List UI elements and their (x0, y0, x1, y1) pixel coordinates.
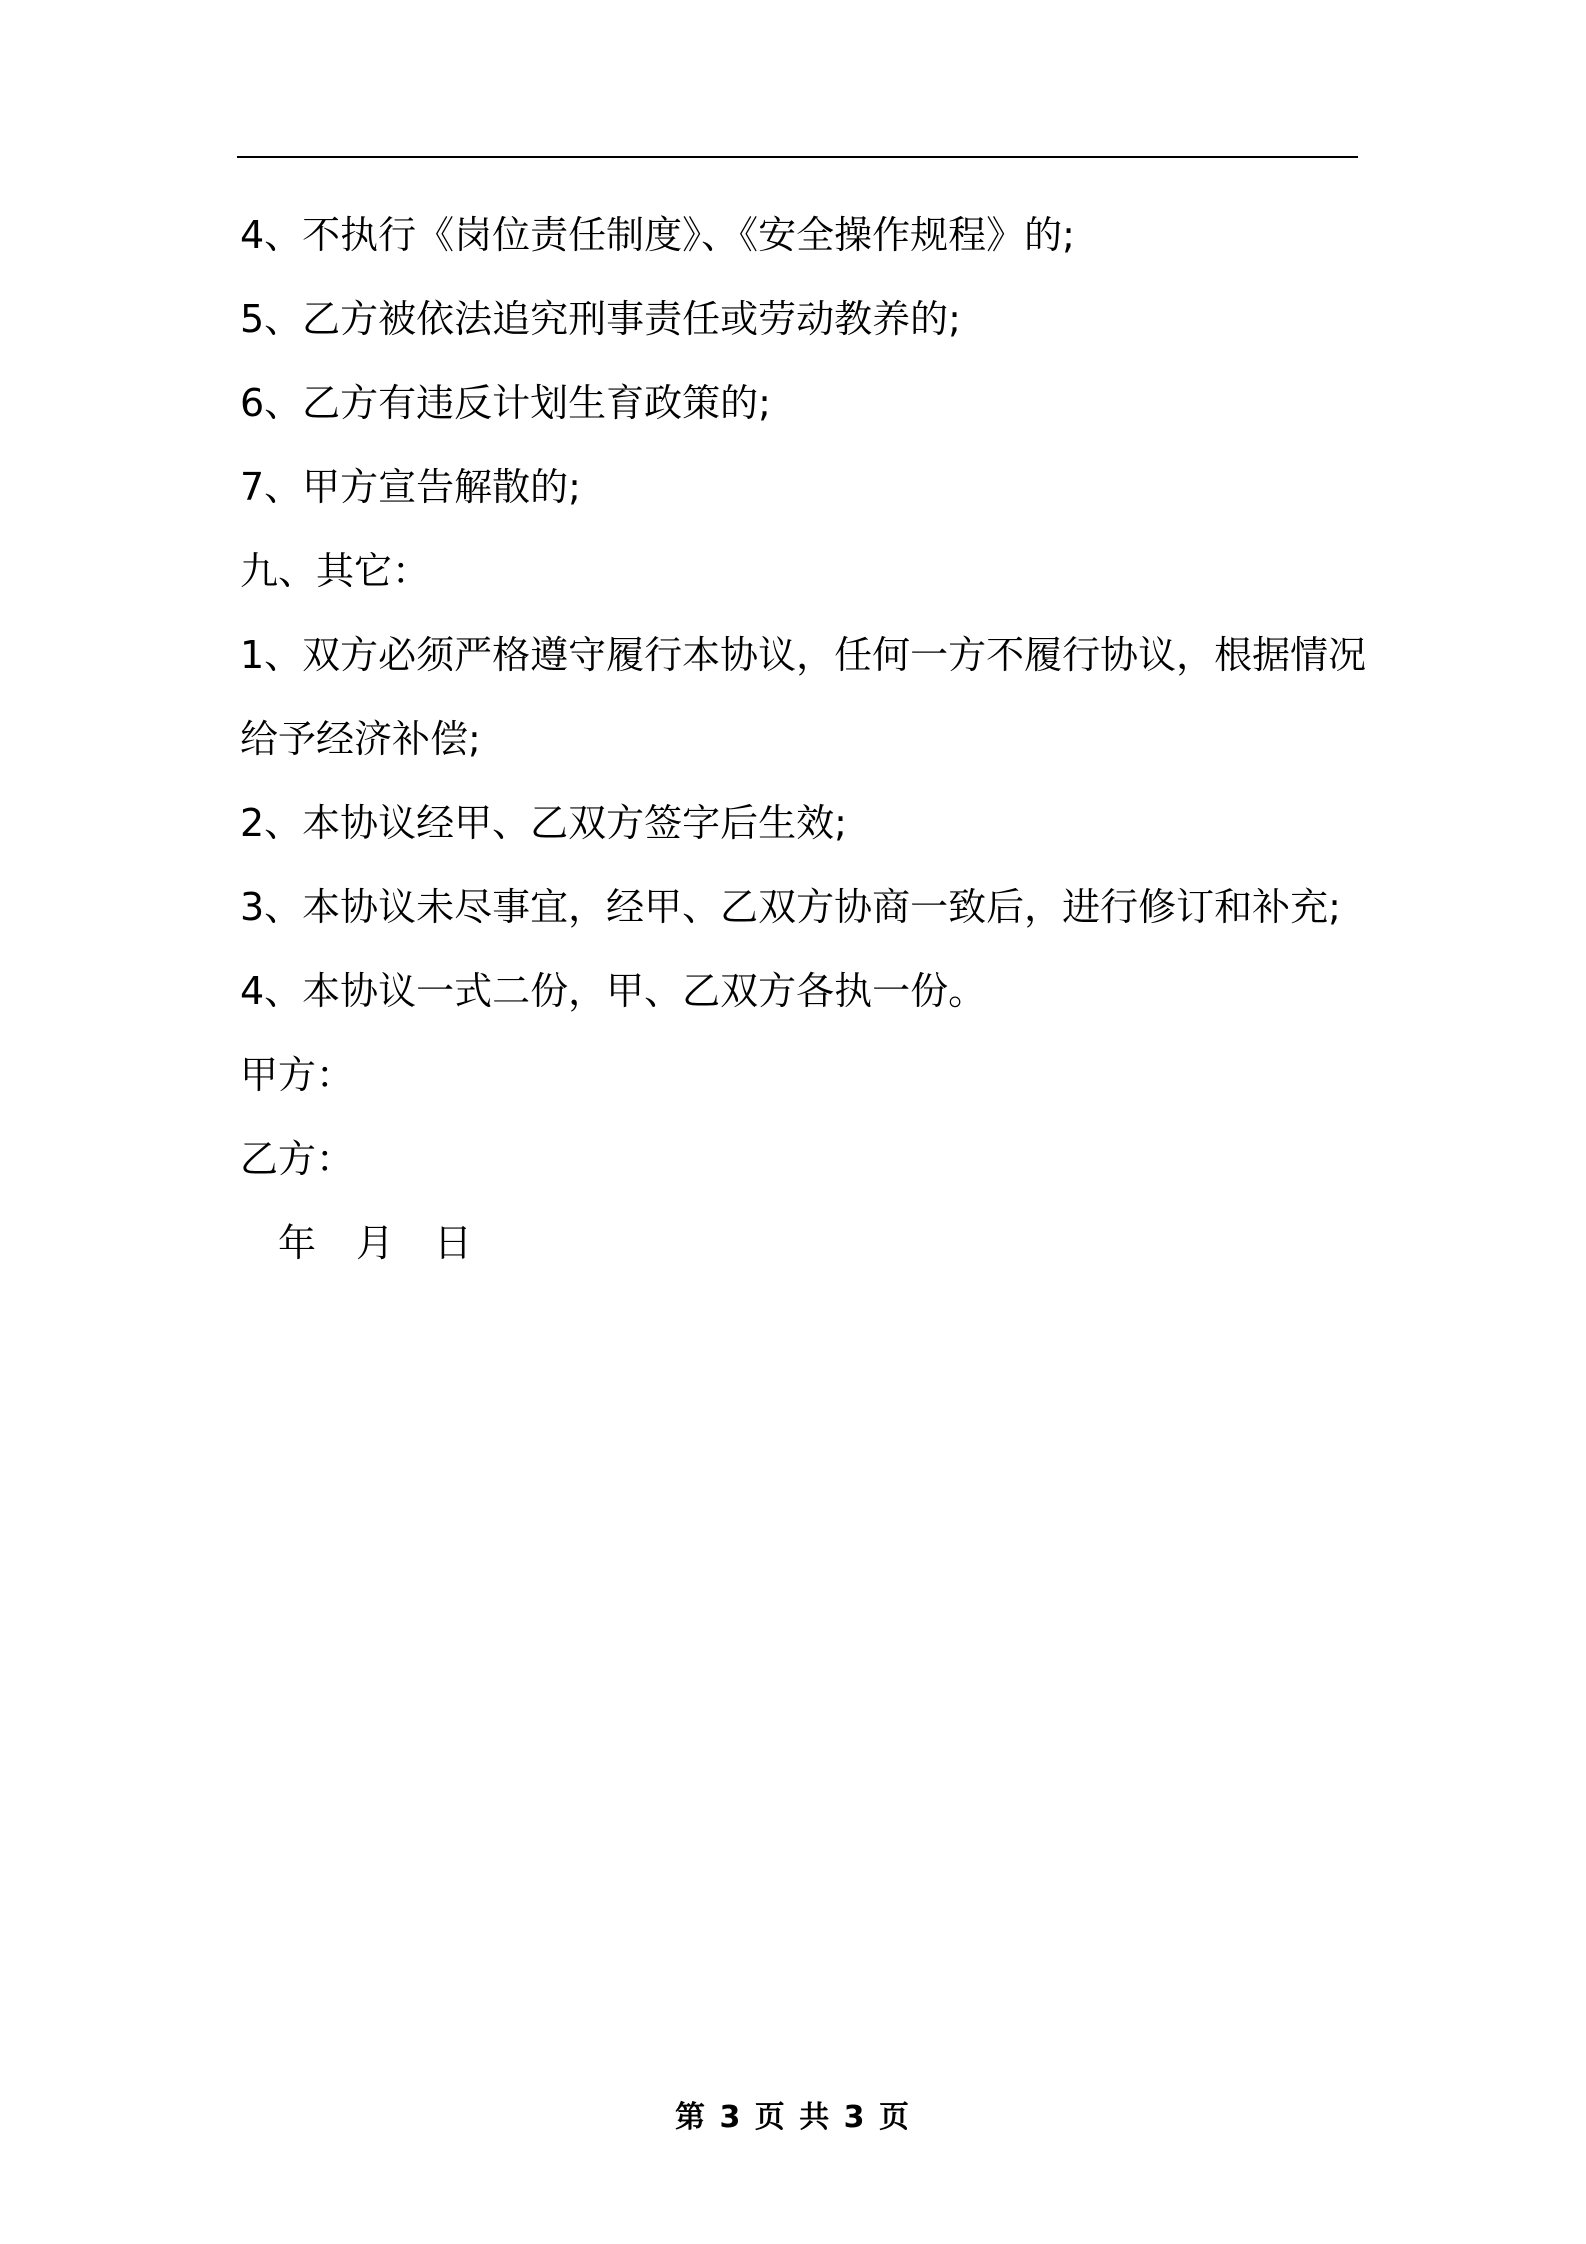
date-line (240, 1208, 1360, 1292)
clause-line: 7、甲方宣告解散的; (240, 465, 581, 509)
date-day-label: 日 (434, 1221, 473, 1265)
date-year-label: 年 (278, 1221, 317, 1265)
clause-line: 3、本协议未尽事宜，经甲、乙双方协商一致后，进行修订和补充; (240, 885, 1341, 929)
header-rule (237, 156, 1358, 158)
clause-line: 1、双方必须严格遵守履行本协议，任何一方不履行协议，根据情况 (240, 633, 1367, 677)
page-number-footer: 第 3 页 共 3 页 (675, 2100, 911, 2135)
clause-line-continuation: 给予经济补偿; (240, 717, 481, 761)
party-a-signature-label: 甲方： (240, 1053, 355, 1097)
party-b-signature-label: 乙方： (240, 1137, 355, 1181)
clause-line: 2、本协议经甲、乙双方签字后生效; (240, 801, 847, 845)
clause-line: 4、本协议一式二份，甲、乙双方各执一份。 (240, 969, 987, 1013)
clause-line: 5、乙方被依法追究刑事责任或劳动教养的; (240, 297, 961, 341)
date-month-label: 月 (356, 1221, 395, 1265)
document-body (240, 200, 1367, 1292)
clause-line: 6、乙方有违反计划生育政策的; (240, 381, 771, 425)
section-heading: 九、其它： (240, 549, 431, 593)
clause-line: 4、不执行《岗位责任制度》、《安全操作规程》的; (240, 213, 1075, 257)
